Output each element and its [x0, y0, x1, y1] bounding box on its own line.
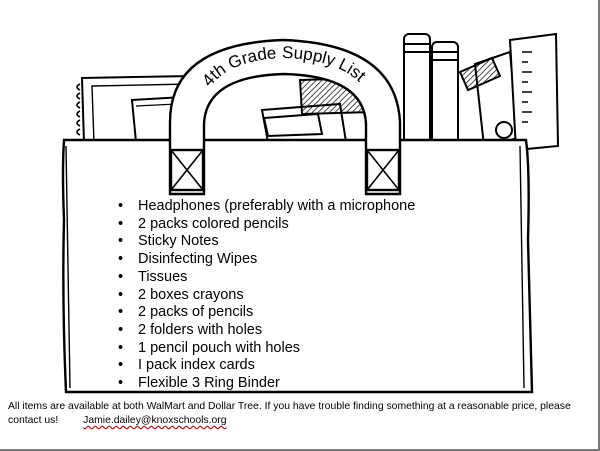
bullet: • — [118, 375, 124, 392]
bullet: • — [118, 339, 124, 356]
pencils-icon — [404, 34, 558, 150]
bullet: • — [118, 215, 124, 232]
supply-list — [118, 198, 415, 393]
bullet: • — [118, 251, 124, 268]
list-item: • Flexible 3 Ring Binder — [118, 375, 280, 392]
list-item: • Tissues — [118, 268, 188, 285]
list-item: • Disinfecting Wipes — [118, 251, 258, 268]
list-item: • 2 packs of pencils — [118, 304, 254, 321]
list-item: • Headphones (preferably with a microphone — [118, 198, 416, 214]
list-item: • 1 pencil pouch with holes — [118, 339, 301, 356]
bullet: • — [118, 286, 124, 303]
footer-note — [8, 400, 592, 428]
list-item: • Sticky Notes — [118, 233, 219, 250]
bullet: • — [118, 198, 124, 214]
bullet: • — [118, 268, 124, 285]
contact-email[interactable]: Jamie.dailey@knoxschools.org — [83, 415, 227, 426]
bullet: • — [118, 233, 124, 250]
footer-text: All items are available at both WalMart and Dollar Tree. If you have trouble finding something at a reasonable price, please contact us! — [8, 401, 571, 426]
bullet: • — [118, 304, 124, 321]
list-item: • I pack index cards — [118, 357, 255, 374]
list-item: • 2 packs colored pencils — [118, 215, 289, 232]
bullet: • — [118, 357, 124, 374]
list-item: • 2 folders with holes — [118, 321, 263, 338]
title-text: 4th Grade Supply List — [198, 42, 370, 90]
bullet: • — [118, 321, 124, 338]
list-item: • 2 boxes crayons — [118, 286, 244, 303]
